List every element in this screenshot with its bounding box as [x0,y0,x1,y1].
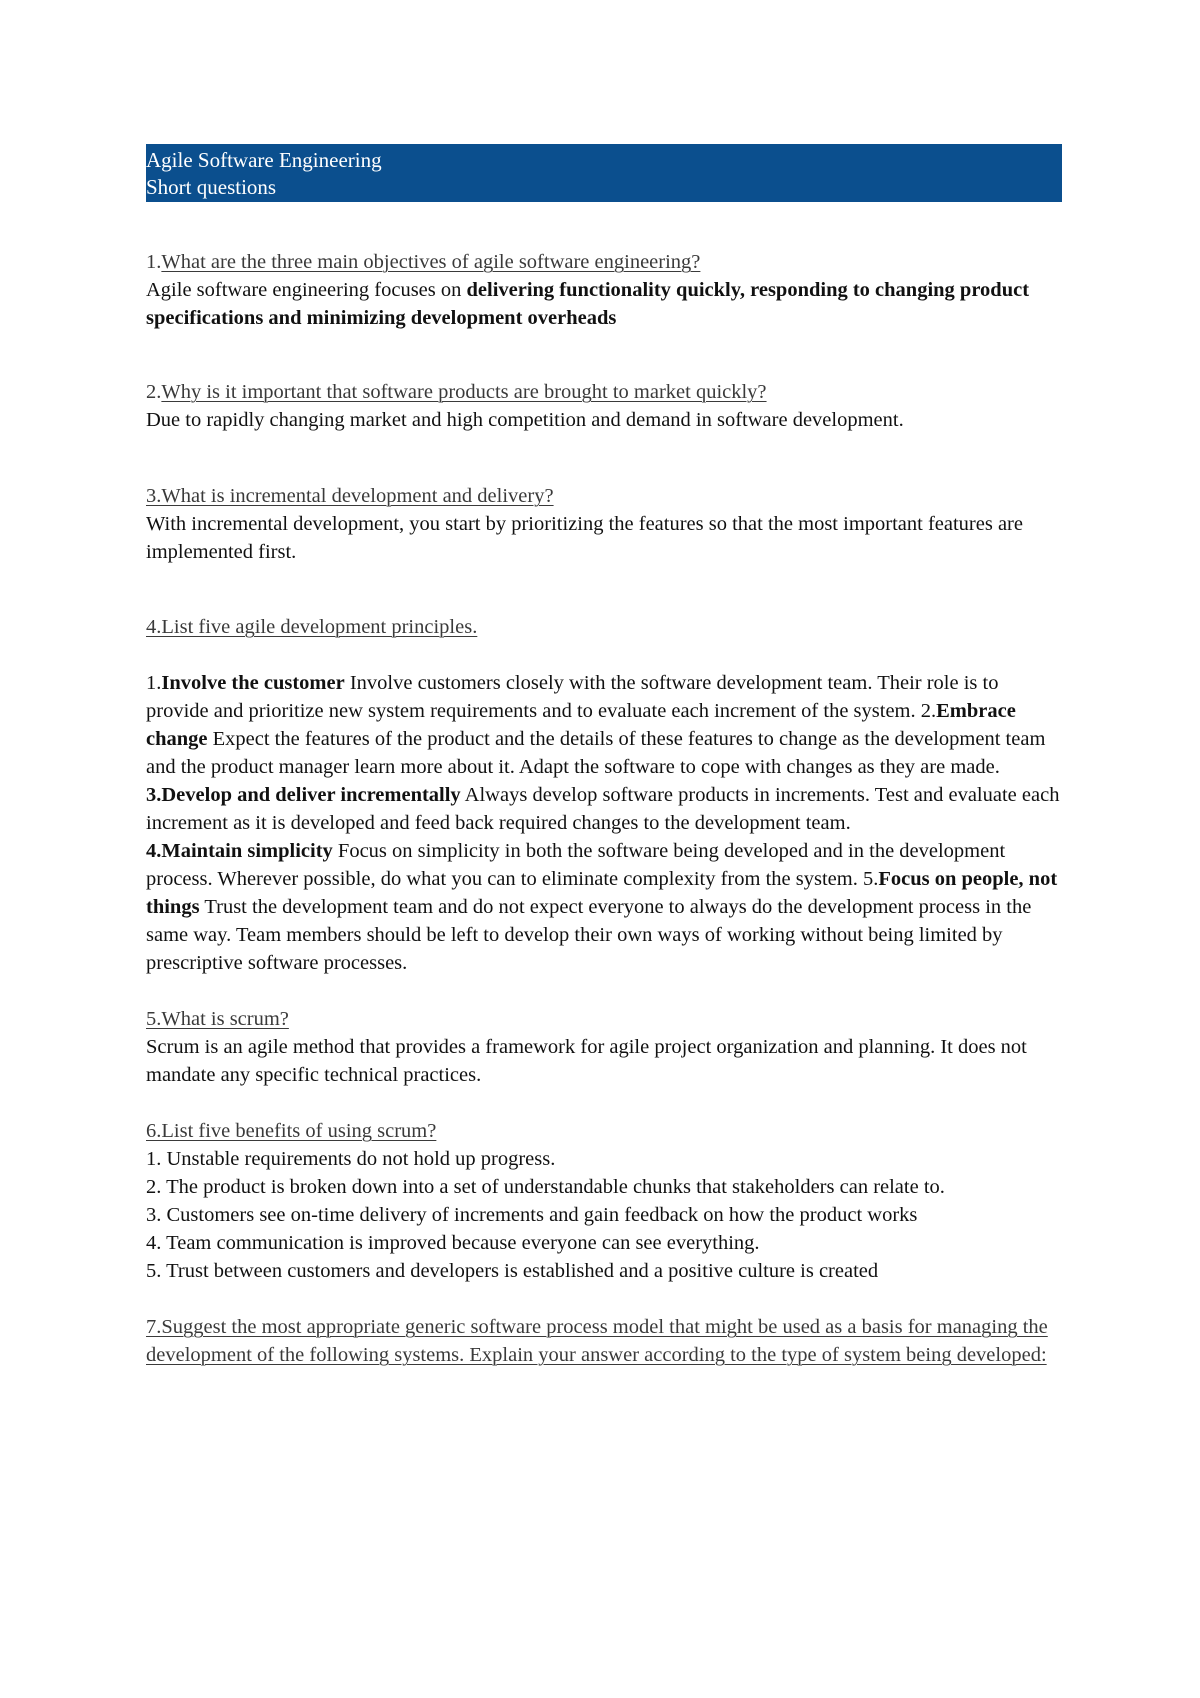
principle-5-title: Focus on people, not things [146,868,1058,918]
list-item: 1. Unstable requirements do not hold up progress. [146,1148,556,1170]
question-1 [146,248,1066,276]
principle-2-title: Embrace change [146,700,1016,750]
list-item: 2. The product is broken down into a set of understandable chunks that stakeholders can relate to. [146,1176,945,1198]
list-item: 4. Team communication is improved because everyone can see everything. [146,1232,760,1254]
question-2 [146,378,1066,406]
title-banner [146,144,1062,202]
question-5: 5.What is scrum? [146,1008,289,1030]
question-1-number: 1. [146,251,162,273]
answer-3: With incremental development, you start by prioritizing the features so that the most important features are implemented first. [146,513,1023,563]
question-2-text: Why is it important that software products are brought to market quickly? [161,381,767,403]
answer-4-principle-3 [146,781,1066,837]
benefits-list [146,1145,1066,1285]
principle-2-text: Expect the features of the product and the details of these features to change as the development team and the product manager learn more about it. Adapt the software to cope with changes as they are made. [146,728,1046,778]
list-item: 3. Customers see on-time delivery of increments and gain feedback on how the product works [146,1204,918,1226]
question-4: 4.List five agile development principles. [146,616,478,638]
principle-3-text: Always develop software products in increments. Test and evaluate each increment as it is developed and feed back required changes to the development team. [146,784,1060,834]
principle-1-text: Involve customers closely with the software development team. Their role is to provide and prioritize new system requirements and to evaluate each increment of the system. 2. [146,672,999,722]
principle-1-title: Involve the customer [161,672,345,694]
answer-1-bold: delivering functionality quickly, responding to changing product specifications and minimizing development overheads [146,279,1030,329]
answer-4-principles-4-5 [146,837,1066,977]
question-3: 3.What is incremental development and delivery? [146,485,554,507]
answer-2: Due to rapidly changing market and high competition and demand in software development. [146,409,904,431]
answer-1-lead: Agile software engineering focuses on [146,279,467,301]
answer-4-principles-1-2 [146,669,1066,781]
question-2-number: 2. [146,381,162,403]
document-subtitle: Short questions [146,175,277,199]
principle-4-text: Focus on simplicity in both the software being developed and in the development process. Wherever possible, do what you can to eliminate complexity from the system. 5. [146,840,1006,890]
question-6: 6.List five benefits of using scrum? [146,1120,437,1142]
list-item: 5. Trust between customers and developers is established and a positive culture is created [146,1260,879,1282]
document-title: Agile Software Engineering [146,148,382,172]
answer-5: Scrum is an agile method that provides a framework for agile project organization and planning. It does not mandate any specific technical practices. [146,1036,1027,1086]
question-7: 7.Suggest the most appropriate generic software process model that might be used as a basis for managing the development of the following systems. Explain your answer according to the type of system being developed: [146,1316,1048,1366]
principle-3-title: 3.Develop and deliver incrementally [146,784,461,806]
question-1-text: What are the three main objectives of agile software engineering? [161,251,701,273]
principle-1-number: 1. [146,672,162,694]
document-body [146,248,1066,1369]
principle-4-title: 4.Maintain simplicity [146,840,333,862]
answer-1 [146,276,1066,332]
principle-5-text: Trust the development team and do not expect everyone to always do the development process in the same way. Team members should be left to develop their own ways of working without being limited by prescriptive software processes. [146,896,1032,974]
